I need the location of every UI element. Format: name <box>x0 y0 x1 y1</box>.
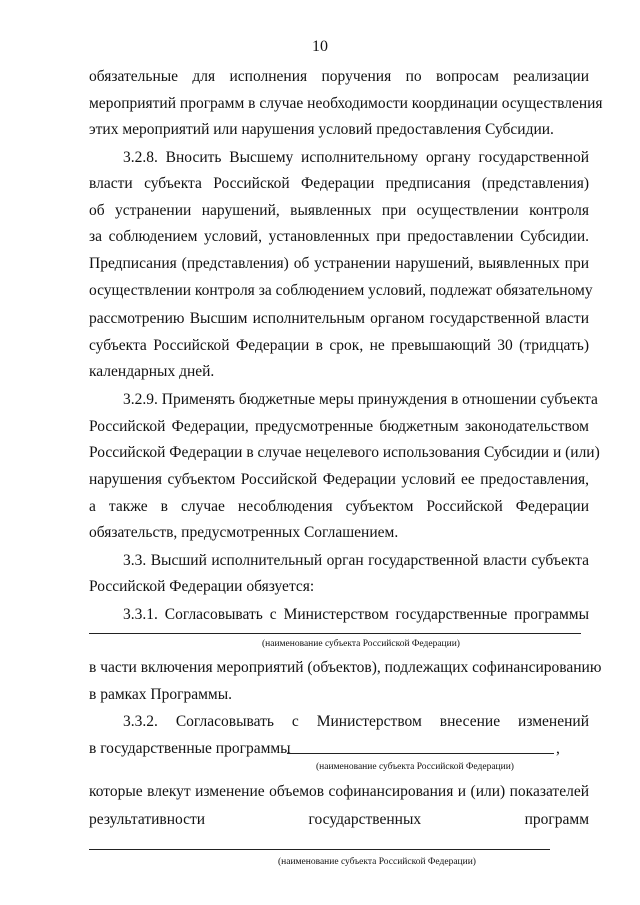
text-line: нарушения субъектом Российской Федерации условий ее предоставления, <box>89 471 589 488</box>
text-line: этих мероприятий или нарушения условий предоставления Субсидии. <box>89 121 554 138</box>
text-line: в государственные программы <box>89 740 291 757</box>
text-line: 3.3. Высший исполнительный орган государственной власти субъекта <box>123 552 589 569</box>
text-line: Российской Федерации в случае нецелевого использования Субсидии и (или) <box>89 444 600 461</box>
subject-name-blank-line <box>287 753 554 754</box>
text-line: об устранении нарушений, выявленных при осуществлении контроля <box>89 202 589 219</box>
text-line: мероприятий программ в случае необходимости координации осуществления <box>89 95 603 112</box>
text-line: которые влекут изменение объемов софинансирования и (или) показателей <box>89 783 589 800</box>
text-line: рассмотрению Высшим исполнительным органом государственной власти <box>89 310 589 327</box>
text-line: Российской Федерации обязуется: <box>89 578 315 595</box>
text-line: а также в случае несоблюдения субъектом Российской Федерации <box>89 498 589 515</box>
text-line: за соблюдением условий, установленных при предоставлении Субсидии. <box>89 228 589 245</box>
subject-name-blank-line <box>89 849 550 850</box>
trailing-comma: , <box>556 740 560 757</box>
subject-caption: (наименование субъекта Российской Федерации) <box>278 857 476 867</box>
page-number: 10 <box>312 38 328 55</box>
text-line: 3.2.8. Вносить Высшему исполнительному органу государственной <box>123 149 589 166</box>
text-line: обязательные для исполнения поручения по вопросам реализации <box>89 68 589 85</box>
text-line: календарных дней. <box>89 363 215 380</box>
subject-caption: (наименование субъекта Российской Федерации) <box>316 762 514 772</box>
text-line: осуществлении контроля за соблюдением условий, подлежат обязательному <box>89 282 593 299</box>
subject-name-blank-line <box>89 633 581 634</box>
text-line: 3.3.2. Согласовывать с Министерством внесение изменений <box>123 713 589 730</box>
text-line: Предписания (представления) об устранении нарушений, выявленных при <box>89 255 589 272</box>
text-line: обязательств, предусмотренных Соглашением. <box>89 524 399 541</box>
text-line: 3.3.1. Согласовывать с Министерством государственные программы <box>123 606 589 623</box>
text-line: 3.2.9. Применять бюджетные меры принуждения в отношении субъекта <box>123 391 598 408</box>
subject-caption: (наименование субъекта Российской Федерации) <box>262 639 460 649</box>
text-line: субъекта Российской Федерации в срок, не превышающий 30 (тридцать) <box>89 337 589 354</box>
text-line: в рамках Программы. <box>89 686 233 703</box>
text-line: Российской Федерации, предусмотренные бюджетным законодательством <box>89 418 589 435</box>
text-line: в части включения мероприятий (объектов), подлежащих софинансированию <box>89 659 602 676</box>
text-line: результативности государственных программ <box>89 811 589 828</box>
text-line: власти субъекта Российской Федерации предписания (представления) <box>89 175 589 192</box>
